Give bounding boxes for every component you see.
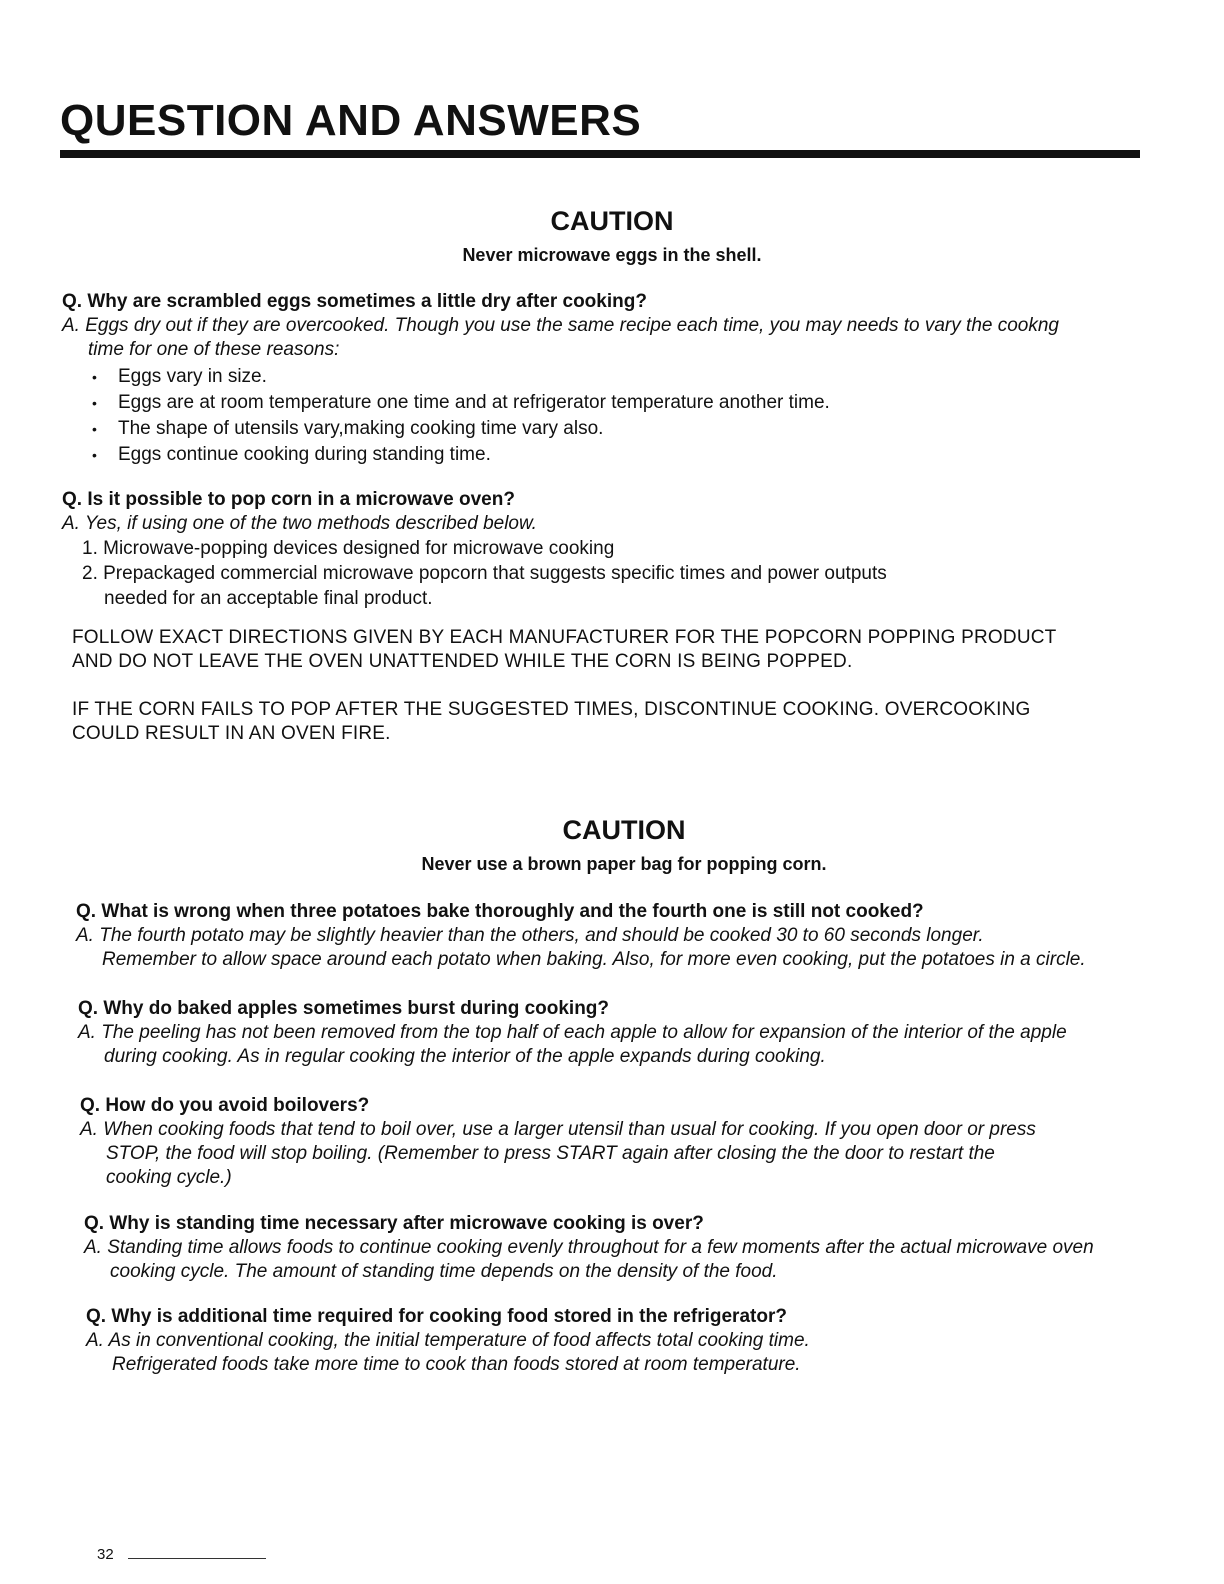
answer-line: Remember to allow space around each potato when baking. Also, for more even cooking, put the potatoes in a circle.: [102, 949, 1086, 970]
answer-line: A. The fourth potato may be slightly heavier than the others, and should be cooked 30 to 60 seconds longer.: [76, 925, 984, 946]
qa-popcorn: [62, 488, 1162, 611]
answer-line: during cooking. As in regular cooking the interior of the apple expands during cooking.: [104, 1046, 826, 1067]
answer-line: time for one of these reasons:: [88, 339, 340, 360]
caution-heading: CAUTION: [562, 815, 686, 845]
qa-standing-time: [84, 1212, 1184, 1284]
popcorn-directions-notice: [72, 626, 1172, 674]
caution-text: Never microwave eggs in the shell.: [462, 245, 762, 265]
list-item: • Eggs are at room temperature one time and at refrigerator temperature another time.: [92, 390, 1162, 416]
reasons-list: [62, 364, 1162, 468]
answer-line: cooking cycle.): [106, 1167, 232, 1188]
list-item: • Eggs vary in size.: [92, 364, 1162, 390]
answer-line: A. As in conventional cooking, the initial temperature of food affects total cooking time.: [86, 1330, 810, 1351]
question: Q. What is wrong when three potatoes bake thoroughly and the fourth one is still not cooked?: [76, 901, 924, 922]
question: Q. How do you avoid boilovers?: [80, 1095, 370, 1116]
answer-line: A. Eggs dry out if they are overcooked. Though you use the same recipe each time, you may needs to vary the cookng: [62, 315, 1059, 336]
notice-line: AND DO NOT LEAVE THE OVEN UNATTENDED WHILE THE CORN IS BEING POPPED.: [72, 651, 853, 672]
page-number: 32: [97, 1546, 114, 1563]
caution-eggs: [0, 206, 1224, 266]
question: Q. Why are scrambled eggs sometimes a little dry after cooking?: [62, 291, 647, 312]
answer-line: A. Yes, if using one of the two methods described below.: [62, 513, 537, 534]
list-item: • The shape of utensils vary,making cooking time vary also.: [92, 416, 1162, 442]
notice-line: IF THE CORN FAILS TO POP AFTER THE SUGGESTED TIMES, DISCONTINUE COOKING. OVERCOOKING: [72, 699, 1031, 720]
qa-scrambled-eggs: [62, 290, 1162, 468]
caution-heading: CAUTION: [550, 206, 674, 236]
question: Q. Why is standing time necessary after microwave cooking is over?: [84, 1213, 704, 1234]
notice-line: FOLLOW EXACT DIRECTIONS GIVEN BY EACH MANUFACTURER FOR THE POPCORN POPPING PRODUCT: [72, 627, 1057, 648]
answer-line: STOP, the food will stop boiling. (Remember to press START again after closing the the door to restart the: [106, 1143, 995, 1164]
qa-potatoes: [76, 900, 1176, 972]
answer-line: A. When cooking foods that tend to boil over, use a larger utensil than usual for cooking. If you open door or press: [80, 1119, 1036, 1140]
answer-line: A. The peeling has not been removed from the top half of each apple to allow for expansion of the interior of the apple: [78, 1022, 1067, 1043]
footer-rule: [128, 1558, 266, 1559]
question: Q. Why is additional time required for cooking food stored in the refrigerator?: [86, 1306, 787, 1327]
list-item: 2. Prepackaged commercial microwave popcorn that suggests specific times and power outputs: [82, 563, 887, 584]
qa-baked-apples: [78, 997, 1178, 1069]
title-divider: [60, 150, 1140, 158]
question: Q. Is it possible to pop corn in a microwave oven?: [62, 489, 515, 510]
answer-line: A. Standing time allows foods to continue cooking evenly throughout for a few moments after the actual microwave oven: [84, 1237, 1094, 1258]
qa-refrigerated-food: [86, 1305, 1186, 1377]
question: Q. Why do baked apples sometimes burst during cooking?: [78, 998, 610, 1019]
methods-list: [62, 536, 1162, 611]
caution-text: Never use a brown paper bag for popping corn.: [421, 854, 827, 874]
answer-line: Refrigerated foods take more time to cook than foods stored at room temperature.: [112, 1354, 801, 1375]
qa-boilovers: [80, 1094, 1180, 1190]
caution-paper-bag: [12, 815, 1224, 875]
answer-line: cooking cycle. The amount of standing time depends on the density of the food.: [110, 1261, 778, 1282]
list-item: • Eggs continue cooking during standing time.: [92, 442, 1162, 468]
page-title: QUESTION AND ANSWERS: [60, 96, 642, 145]
list-item: 1. Microwave-popping devices designed for microwave cooking: [82, 538, 615, 559]
oven-fire-notice: [72, 698, 1172, 746]
notice-line: COULD RESULT IN AN OVEN FIRE.: [72, 723, 391, 744]
list-item-continuation: needed for an acceptable final product.: [104, 588, 433, 609]
